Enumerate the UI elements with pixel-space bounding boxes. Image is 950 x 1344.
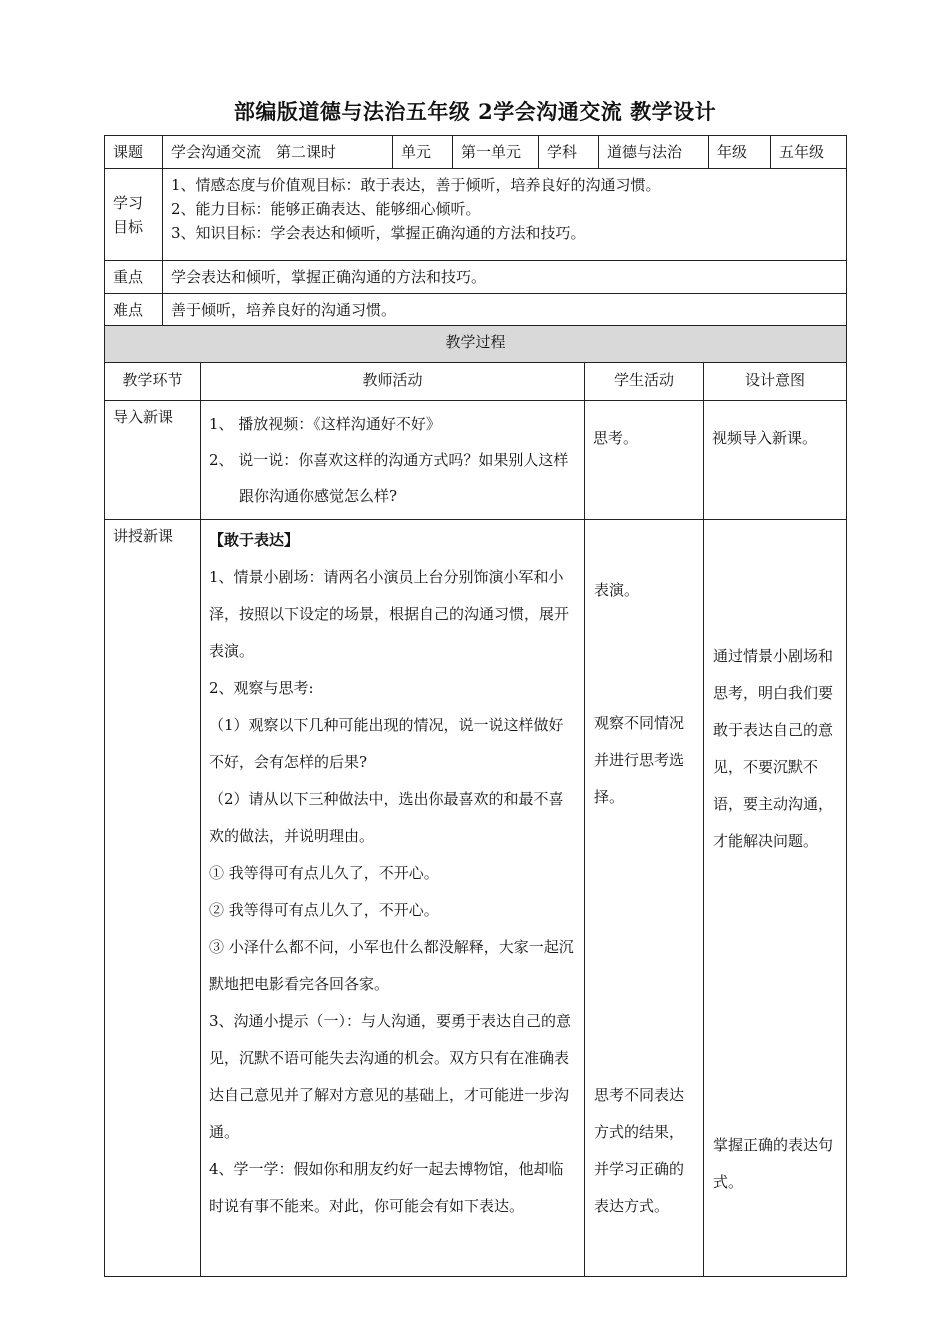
lesson-section-heading: 【敢于表达】 [209, 531, 300, 549]
lesson-teacher-item: （1）观察以下几种可能出现的情况，说一说这样做好不好，会有怎样的后果? [209, 716, 564, 771]
goals-label [105, 169, 163, 261]
lesson-student-item: 观察不同情况并进行思考选择。 [594, 714, 685, 806]
lesson-teacher-item: 4、学一学：假如你和朋友约好一起去博物馆，他却临时说有事不能来。对此，你可能会有如下表达。 [209, 1160, 564, 1215]
intro-design-intent: 视频导入新课。 [704, 401, 847, 520]
lesson-teacher-item: ③ 小泽什么都不问，小军也什么都没解释，大家一起沉默地把电影看完各回各家。 [209, 938, 574, 993]
intro-teacher-item: 1、 播放视频：《这样沟通好不好》 [209, 415, 441, 433]
lesson-info-table [104, 135, 847, 327]
lesson-design-intent [704, 520, 847, 1277]
lesson-teacher-activity [201, 520, 585, 1277]
header-intent: 设计意图 [704, 363, 847, 401]
goals-label-line-1: 学习 [113, 193, 144, 212]
header-teacher: 教师活动 [201, 363, 585, 401]
topic-label: 课题 [105, 136, 163, 169]
key-point-label: 重点 [105, 261, 163, 294]
lesson-student-item: 思考不同表达方式的结果，并学习正确的表达方式。 [594, 1086, 685, 1215]
topic-value: 学会沟通交流 第二课时 [163, 136, 393, 169]
difficulty-value: 善于倾听，培养良好的沟通习惯。 [163, 294, 847, 327]
subject-label: 学科 [539, 136, 599, 169]
lesson-student-activity [585, 520, 704, 1277]
intro-student-activity: 思考。 [585, 401, 704, 520]
unit-label: 单元 [393, 136, 453, 169]
goals-label-line-2: 目标 [113, 217, 144, 236]
document-title: 部编版道德与法治五年级 2学会沟通交流 教学设计 [233, 99, 717, 124]
unit-value: 第一单元 [453, 136, 539, 169]
process-band-title: 教学过程 [105, 326, 847, 363]
lesson-teacher-item: 1、情景小剧场：请两名小演员上台分别饰演小军和小泽，按照以下设定的场景，根据自己的沟通习惯，展开表演。 [209, 568, 570, 660]
intro-stage: 导入新课 [105, 401, 201, 520]
lesson-teacher-item: 2、观察与思考: [209, 679, 314, 697]
subject-value: 道德与法治 [599, 136, 709, 169]
lesson-teacher-item: ② 我等得可有点儿久了，不开心。 [209, 901, 439, 919]
lesson-student-item: 表演。 [594, 581, 640, 599]
header-stage: 教学环节 [105, 363, 201, 401]
lesson-teacher-item: ① 我等得可有点儿久了，不开心。 [209, 864, 439, 882]
goals-list [163, 169, 847, 261]
teaching-process-table [104, 325, 847, 1277]
lesson-stage: 讲授新课 [105, 520, 201, 1277]
lesson-teacher-item: （2）请从以下三种做法中，选出你最喜欢的和最不喜欢的做法，并说明理由。 [209, 790, 564, 845]
lesson-intent-item: 掌握正确的表达句式。 [713, 1136, 834, 1191]
lesson-teacher-item: 3、沟通小提示（一）：与人沟通，要勇于表达自己的意见，沉默不语可能失去沟通的机会。双方只有在准确表达自己意见并了解对方意见的基础上，才可能进一步沟通。 [209, 1012, 572, 1141]
header-student: 学生活动 [585, 363, 704, 401]
grade-label: 年级 [709, 136, 771, 169]
grade-value: 五年级 [771, 136, 847, 169]
goal-item: 3、知识目标：学会表达和倾听，掌握正确沟通的方法和技巧。 [171, 224, 586, 242]
key-point-value: 学会表达和倾听，掌握正确沟通的方法和技巧。 [163, 261, 847, 294]
intro-teacher-activity [201, 401, 585, 520]
intro-teacher-item: 2、 说一说：你喜欢这样的沟通方式吗？如果别人这样跟你沟通你感觉怎么样? [209, 451, 569, 505]
goal-item: 2、能力目标：能够正确表达、能够细心倾听。 [171, 200, 481, 218]
lesson-intent-item: 通过情景小剧场和思考，明白我们要敢于表达自己的意见，不要沉默不语，要主动沟通，才能解决问题。 [713, 647, 834, 850]
difficulty-label: 难点 [105, 294, 163, 327]
goal-item: 1、情感态度与价值观目标：敢于表达，善于倾听，培养良好的沟通习惯。 [171, 176, 661, 194]
